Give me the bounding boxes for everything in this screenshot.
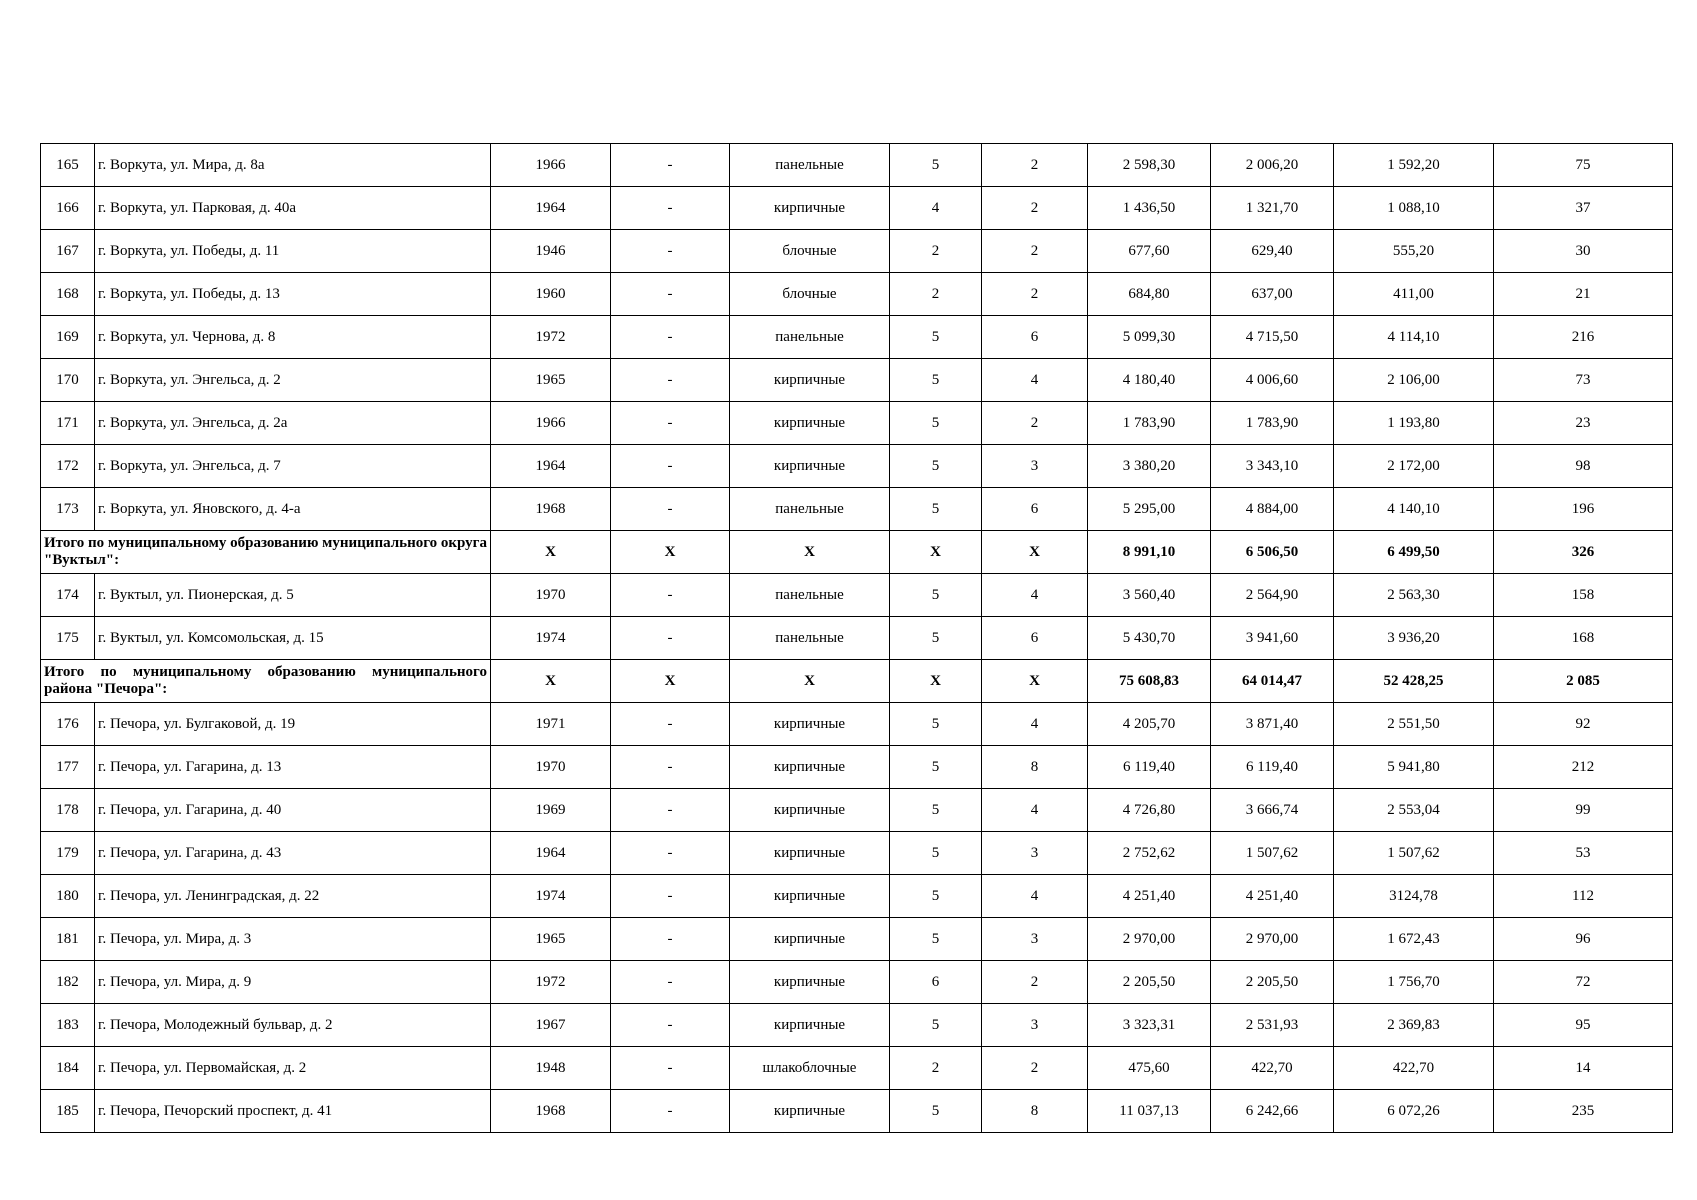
- total-area-cell: 6 119,40: [1088, 746, 1211, 789]
- reconstruction-year-cell: -: [611, 875, 730, 918]
- residential-area-cell: 4 114,10: [1334, 316, 1494, 359]
- address-cell: г. Печора, Молодежный бульвар, д. 2: [95, 1004, 491, 1047]
- wall-material-cell: кирпичные: [730, 187, 890, 230]
- floors-cell: 5: [890, 359, 982, 402]
- table-row: [41, 1090, 1673, 1133]
- residential-area-cell: 2 369,83: [1334, 1004, 1494, 1047]
- year-built-cell: 1968: [491, 488, 611, 531]
- table-row: [41, 445, 1673, 488]
- table-row: [41, 187, 1673, 230]
- address-cell: г. Вуктыл, ул. Пионерская, д. 5: [95, 574, 491, 617]
- residents-count-cell: 168: [1494, 617, 1673, 660]
- year-built-cell: 1966: [491, 402, 611, 445]
- living-area-cell: 1 783,90: [1211, 402, 1334, 445]
- residents-count-cell: 235: [1494, 1090, 1673, 1133]
- table-row: [41, 316, 1673, 359]
- wall-material-cell: кирпичные: [730, 746, 890, 789]
- living-area-cell: 4 884,00: [1211, 488, 1334, 531]
- total-area-cell: 5 099,30: [1088, 316, 1211, 359]
- entrances-cell: 6: [982, 316, 1088, 359]
- year-built-cell: 1948: [491, 1047, 611, 1090]
- living-area-cell: 2 205,50: [1211, 961, 1334, 1004]
- residents-count-cell: 326: [1494, 531, 1673, 574]
- table-row: [41, 961, 1673, 1004]
- entrances-cell: 2: [982, 144, 1088, 187]
- row-number: 176: [41, 703, 95, 746]
- floors-cell: 2: [890, 1047, 982, 1090]
- year-built-cell: X: [491, 660, 611, 703]
- floors-cell: 5: [890, 703, 982, 746]
- year-built-cell: 1964: [491, 445, 611, 488]
- row-number: 183: [41, 1004, 95, 1047]
- entrances-cell: 4: [982, 703, 1088, 746]
- total-area-cell: 677,60: [1088, 230, 1211, 273]
- total-area-cell: 5 430,70: [1088, 617, 1211, 660]
- table-row: [41, 789, 1673, 832]
- subtotal-label: Итого по муниципальному образованию муниципального округа "Вуктыл":: [41, 531, 491, 574]
- reconstruction-year-cell: -: [611, 316, 730, 359]
- residents-count-cell: 96: [1494, 918, 1673, 961]
- total-area-cell: 11 037,13: [1088, 1090, 1211, 1133]
- entrances-cell: 2: [982, 1047, 1088, 1090]
- year-built-cell: 1974: [491, 617, 611, 660]
- living-area-cell: 629,40: [1211, 230, 1334, 273]
- row-number: 170: [41, 359, 95, 402]
- floors-cell: 5: [890, 316, 982, 359]
- address-cell: г. Воркута, ул. Энгельса, д. 2: [95, 359, 491, 402]
- residents-count-cell: 112: [1494, 875, 1673, 918]
- floors-cell: 5: [890, 402, 982, 445]
- total-area-cell: 2 205,50: [1088, 961, 1211, 1004]
- table-row: [41, 230, 1673, 273]
- floors-cell: 5: [890, 1090, 982, 1133]
- residents-count-cell: 196: [1494, 488, 1673, 531]
- row-number: 166: [41, 187, 95, 230]
- reconstruction-year-cell: -: [611, 703, 730, 746]
- entrances-cell: 4: [982, 875, 1088, 918]
- entrances-cell: 4: [982, 789, 1088, 832]
- address-cell: г. Печора, ул. Мира, д. 9: [95, 961, 491, 1004]
- table-row: [41, 875, 1673, 918]
- total-area-cell: 3 323,31: [1088, 1004, 1211, 1047]
- reconstruction-year-cell: X: [611, 531, 730, 574]
- reconstruction-year-cell: -: [611, 273, 730, 316]
- year-built-cell: 1968: [491, 1090, 611, 1133]
- subtotal-label: Итого по муниципальному образованию муниципального района "Печора":: [41, 660, 491, 703]
- address-cell: г. Печора, Печорский проспект, д. 41: [95, 1090, 491, 1133]
- floors-cell: 5: [890, 875, 982, 918]
- floors-cell: 2: [890, 230, 982, 273]
- reconstruction-year-cell: -: [611, 746, 730, 789]
- residents-count-cell: 72: [1494, 961, 1673, 1004]
- residents-count-cell: 75: [1494, 144, 1673, 187]
- row-number: 178: [41, 789, 95, 832]
- residents-count-cell: 92: [1494, 703, 1673, 746]
- address-cell: г. Печора, ул. Ленинградская, д. 22: [95, 875, 491, 918]
- row-number: 174: [41, 574, 95, 617]
- residents-count-cell: 21: [1494, 273, 1673, 316]
- row-number: 167: [41, 230, 95, 273]
- table-row: [41, 1047, 1673, 1090]
- total-area-cell: 1 436,50: [1088, 187, 1211, 230]
- total-area-cell: 3 380,20: [1088, 445, 1211, 488]
- total-area-cell: 684,80: [1088, 273, 1211, 316]
- floors-cell: 5: [890, 832, 982, 875]
- living-area-cell: 4 715,50: [1211, 316, 1334, 359]
- entrances-cell: X: [982, 531, 1088, 574]
- floors-cell: 5: [890, 918, 982, 961]
- reconstruction-year-cell: -: [611, 1047, 730, 1090]
- entrances-cell: X: [982, 660, 1088, 703]
- year-built-cell: X: [491, 531, 611, 574]
- living-area-cell: 2 970,00: [1211, 918, 1334, 961]
- row-number: 175: [41, 617, 95, 660]
- housing-register-table: [40, 143, 1673, 1133]
- row-number: 179: [41, 832, 95, 875]
- residential-area-cell: 1 592,20: [1334, 144, 1494, 187]
- floors-cell: 5: [890, 617, 982, 660]
- entrances-cell: 2: [982, 187, 1088, 230]
- reconstruction-year-cell: -: [611, 488, 730, 531]
- row-number: 173: [41, 488, 95, 531]
- residential-area-cell: 1 193,80: [1334, 402, 1494, 445]
- living-area-cell: 6 506,50: [1211, 531, 1334, 574]
- floors-cell: 5: [890, 445, 982, 488]
- total-area-cell: 4 726,80: [1088, 789, 1211, 832]
- wall-material-cell: панельные: [730, 144, 890, 187]
- table-row: [41, 144, 1673, 187]
- table-row: [41, 918, 1673, 961]
- residents-count-cell: 212: [1494, 746, 1673, 789]
- address-cell: г. Вуктыл, ул. Комсомольская, д. 15: [95, 617, 491, 660]
- table-row: [41, 402, 1673, 445]
- living-area-cell: 2 564,90: [1211, 574, 1334, 617]
- residents-count-cell: 37: [1494, 187, 1673, 230]
- total-area-cell: 4 205,70: [1088, 703, 1211, 746]
- residential-area-cell: 411,00: [1334, 273, 1494, 316]
- row-number: 181: [41, 918, 95, 961]
- row-number: 185: [41, 1090, 95, 1133]
- residential-area-cell: 2 563,30: [1334, 574, 1494, 617]
- living-area-cell: 2 531,93: [1211, 1004, 1334, 1047]
- residential-area-cell: 6 072,26: [1334, 1090, 1494, 1133]
- living-area-cell: 637,00: [1211, 273, 1334, 316]
- row-number: 180: [41, 875, 95, 918]
- table-row: [41, 617, 1673, 660]
- address-cell: г. Печора, ул. Булгаковой, д. 19: [95, 703, 491, 746]
- reconstruction-year-cell: -: [611, 187, 730, 230]
- floors-cell: 5: [890, 789, 982, 832]
- residential-area-cell: 2 551,50: [1334, 703, 1494, 746]
- wall-material-cell: кирпичные: [730, 789, 890, 832]
- residential-area-cell: 1 088,10: [1334, 187, 1494, 230]
- table-row: [41, 359, 1673, 402]
- living-area-cell: 1 507,62: [1211, 832, 1334, 875]
- entrances-cell: 2: [982, 402, 1088, 445]
- wall-material-cell: панельные: [730, 316, 890, 359]
- table-row: [41, 488, 1673, 531]
- reconstruction-year-cell: -: [611, 832, 730, 875]
- floors-cell: 2: [890, 273, 982, 316]
- residents-count-cell: 98: [1494, 445, 1673, 488]
- table-row: [41, 273, 1673, 316]
- address-cell: г. Воркута, ул. Победы, д. 11: [95, 230, 491, 273]
- floors-cell: 5: [890, 1004, 982, 1047]
- living-area-cell: 422,70: [1211, 1047, 1334, 1090]
- entrances-cell: 4: [982, 359, 1088, 402]
- table-row: [41, 746, 1673, 789]
- residential-area-cell: 2 553,04: [1334, 789, 1494, 832]
- residents-count-cell: 2 085: [1494, 660, 1673, 703]
- wall-material-cell: блочные: [730, 230, 890, 273]
- reconstruction-year-cell: -: [611, 445, 730, 488]
- living-area-cell: 3 871,40: [1211, 703, 1334, 746]
- residential-area-cell: 2 172,00: [1334, 445, 1494, 488]
- address-cell: г. Печора, ул. Мира, д. 3: [95, 918, 491, 961]
- table-row: [41, 1004, 1673, 1047]
- living-area-cell: 6 119,40: [1211, 746, 1334, 789]
- year-built-cell: 1972: [491, 961, 611, 1004]
- wall-material-cell: кирпичные: [730, 961, 890, 1004]
- address-cell: г. Воркута, ул. Мира, д. 8а: [95, 144, 491, 187]
- row-number: 169: [41, 316, 95, 359]
- wall-material-cell: блочные: [730, 273, 890, 316]
- residents-count-cell: 95: [1494, 1004, 1673, 1047]
- wall-material-cell: кирпичные: [730, 359, 890, 402]
- wall-material-cell: X: [730, 531, 890, 574]
- address-cell: г. Печора, ул. Первомайская, д. 2: [95, 1047, 491, 1090]
- total-area-cell: 5 295,00: [1088, 488, 1211, 531]
- entrances-cell: 2: [982, 230, 1088, 273]
- entrances-cell: 6: [982, 488, 1088, 531]
- wall-material-cell: кирпичные: [730, 1004, 890, 1047]
- year-built-cell: 1972: [491, 316, 611, 359]
- address-cell: г. Воркута, ул. Чернова, д. 8: [95, 316, 491, 359]
- row-number: 165: [41, 144, 95, 187]
- total-area-cell: 4 180,40: [1088, 359, 1211, 402]
- year-built-cell: 1946: [491, 230, 611, 273]
- wall-material-cell: кирпичные: [730, 1090, 890, 1133]
- address-cell: г. Печора, ул. Гагарина, д. 13: [95, 746, 491, 789]
- reconstruction-year-cell: X: [611, 660, 730, 703]
- address-cell: г. Воркута, ул. Победы, д. 13: [95, 273, 491, 316]
- floors-cell: 5: [890, 144, 982, 187]
- floors-cell: 5: [890, 574, 982, 617]
- reconstruction-year-cell: -: [611, 402, 730, 445]
- total-area-cell: 2 970,00: [1088, 918, 1211, 961]
- row-number: 168: [41, 273, 95, 316]
- wall-material-cell: кирпичные: [730, 875, 890, 918]
- living-area-cell: 3 941,60: [1211, 617, 1334, 660]
- residents-count-cell: 73: [1494, 359, 1673, 402]
- reconstruction-year-cell: -: [611, 574, 730, 617]
- residential-area-cell: 1 756,70: [1334, 961, 1494, 1004]
- wall-material-cell: X: [730, 660, 890, 703]
- floors-cell: 5: [890, 488, 982, 531]
- total-area-cell: 8 991,10: [1088, 531, 1211, 574]
- year-built-cell: 1970: [491, 574, 611, 617]
- wall-material-cell: панельные: [730, 488, 890, 531]
- living-area-cell: 3 666,74: [1211, 789, 1334, 832]
- entrances-cell: 3: [982, 832, 1088, 875]
- year-built-cell: 1960: [491, 273, 611, 316]
- residential-area-cell: 4 140,10: [1334, 488, 1494, 531]
- year-built-cell: 1965: [491, 918, 611, 961]
- reconstruction-year-cell: -: [611, 961, 730, 1004]
- residents-count-cell: 14: [1494, 1047, 1673, 1090]
- year-built-cell: 1964: [491, 187, 611, 230]
- year-built-cell: 1971: [491, 703, 611, 746]
- living-area-cell: 3 343,10: [1211, 445, 1334, 488]
- subtotal-row: [41, 531, 1673, 574]
- row-number: 177: [41, 746, 95, 789]
- row-number: 172: [41, 445, 95, 488]
- floors-cell: 6: [890, 961, 982, 1004]
- entrances-cell: 2: [982, 961, 1088, 1004]
- address-cell: г. Печора, ул. Гагарина, д. 40: [95, 789, 491, 832]
- living-area-cell: 64 014,47: [1211, 660, 1334, 703]
- residential-area-cell: 3124,78: [1334, 875, 1494, 918]
- floors-cell: 4: [890, 187, 982, 230]
- row-number: 171: [41, 402, 95, 445]
- residents-count-cell: 30: [1494, 230, 1673, 273]
- wall-material-cell: кирпичные: [730, 703, 890, 746]
- reconstruction-year-cell: -: [611, 144, 730, 187]
- entrances-cell: 8: [982, 1090, 1088, 1133]
- entrances-cell: 8: [982, 746, 1088, 789]
- floors-cell: 5: [890, 746, 982, 789]
- reconstruction-year-cell: -: [611, 789, 730, 832]
- wall-material-cell: шлакоблочные: [730, 1047, 890, 1090]
- residential-area-cell: 5 941,80: [1334, 746, 1494, 789]
- table-row: [41, 574, 1673, 617]
- residents-count-cell: 53: [1494, 832, 1673, 875]
- table-row: [41, 703, 1673, 746]
- residential-area-cell: 422,70: [1334, 1047, 1494, 1090]
- wall-material-cell: кирпичные: [730, 832, 890, 875]
- total-area-cell: 475,60: [1088, 1047, 1211, 1090]
- entrances-cell: 3: [982, 918, 1088, 961]
- row-number: 184: [41, 1047, 95, 1090]
- year-built-cell: 1965: [491, 359, 611, 402]
- reconstruction-year-cell: -: [611, 230, 730, 273]
- wall-material-cell: кирпичные: [730, 445, 890, 488]
- entrances-cell: 3: [982, 445, 1088, 488]
- reconstruction-year-cell: -: [611, 1004, 730, 1047]
- year-built-cell: 1964: [491, 832, 611, 875]
- total-area-cell: 2 598,30: [1088, 144, 1211, 187]
- total-area-cell: 75 608,83: [1088, 660, 1211, 703]
- address-cell: г. Печора, ул. Гагарина, д. 43: [95, 832, 491, 875]
- address-cell: г. Воркута, ул. Энгельса, д. 7: [95, 445, 491, 488]
- residents-count-cell: 99: [1494, 789, 1673, 832]
- residential-area-cell: 1 507,62: [1334, 832, 1494, 875]
- reconstruction-year-cell: -: [611, 1090, 730, 1133]
- reconstruction-year-cell: -: [611, 359, 730, 402]
- residents-count-cell: 216: [1494, 316, 1673, 359]
- row-number: 182: [41, 961, 95, 1004]
- living-area-cell: 4 251,40: [1211, 875, 1334, 918]
- year-built-cell: 1974: [491, 875, 611, 918]
- total-area-cell: 2 752,62: [1088, 832, 1211, 875]
- total-area-cell: 3 560,40: [1088, 574, 1211, 617]
- wall-material-cell: кирпичные: [730, 402, 890, 445]
- entrances-cell: 2: [982, 273, 1088, 316]
- table-row: [41, 832, 1673, 875]
- residents-count-cell: 23: [1494, 402, 1673, 445]
- living-area-cell: 4 006,60: [1211, 359, 1334, 402]
- residents-count-cell: 158: [1494, 574, 1673, 617]
- wall-material-cell: кирпичные: [730, 918, 890, 961]
- year-built-cell: 1967: [491, 1004, 611, 1047]
- entrances-cell: 3: [982, 1004, 1088, 1047]
- reconstruction-year-cell: -: [611, 918, 730, 961]
- living-area-cell: 1 321,70: [1211, 187, 1334, 230]
- entrances-cell: 4: [982, 574, 1088, 617]
- wall-material-cell: панельные: [730, 574, 890, 617]
- residential-area-cell: 3 936,20: [1334, 617, 1494, 660]
- residential-area-cell: 1 672,43: [1334, 918, 1494, 961]
- address-cell: г. Воркута, ул. Яновского, д. 4-а: [95, 488, 491, 531]
- address-cell: г. Воркута, ул. Энгельса, д. 2а: [95, 402, 491, 445]
- wall-material-cell: панельные: [730, 617, 890, 660]
- address-cell: г. Воркута, ул. Парковая, д. 40а: [95, 187, 491, 230]
- year-built-cell: 1969: [491, 789, 611, 832]
- residential-area-cell: 6 499,50: [1334, 531, 1494, 574]
- residential-area-cell: 52 428,25: [1334, 660, 1494, 703]
- residential-area-cell: 555,20: [1334, 230, 1494, 273]
- total-area-cell: 4 251,40: [1088, 875, 1211, 918]
- entrances-cell: 6: [982, 617, 1088, 660]
- living-area-cell: 6 242,66: [1211, 1090, 1334, 1133]
- floors-cell: X: [890, 660, 982, 703]
- floors-cell: X: [890, 531, 982, 574]
- total-area-cell: 1 783,90: [1088, 402, 1211, 445]
- reconstruction-year-cell: -: [611, 617, 730, 660]
- living-area-cell: 2 006,20: [1211, 144, 1334, 187]
- year-built-cell: 1966: [491, 144, 611, 187]
- residential-area-cell: 2 106,00: [1334, 359, 1494, 402]
- subtotal-row: [41, 660, 1673, 703]
- year-built-cell: 1970: [491, 746, 611, 789]
